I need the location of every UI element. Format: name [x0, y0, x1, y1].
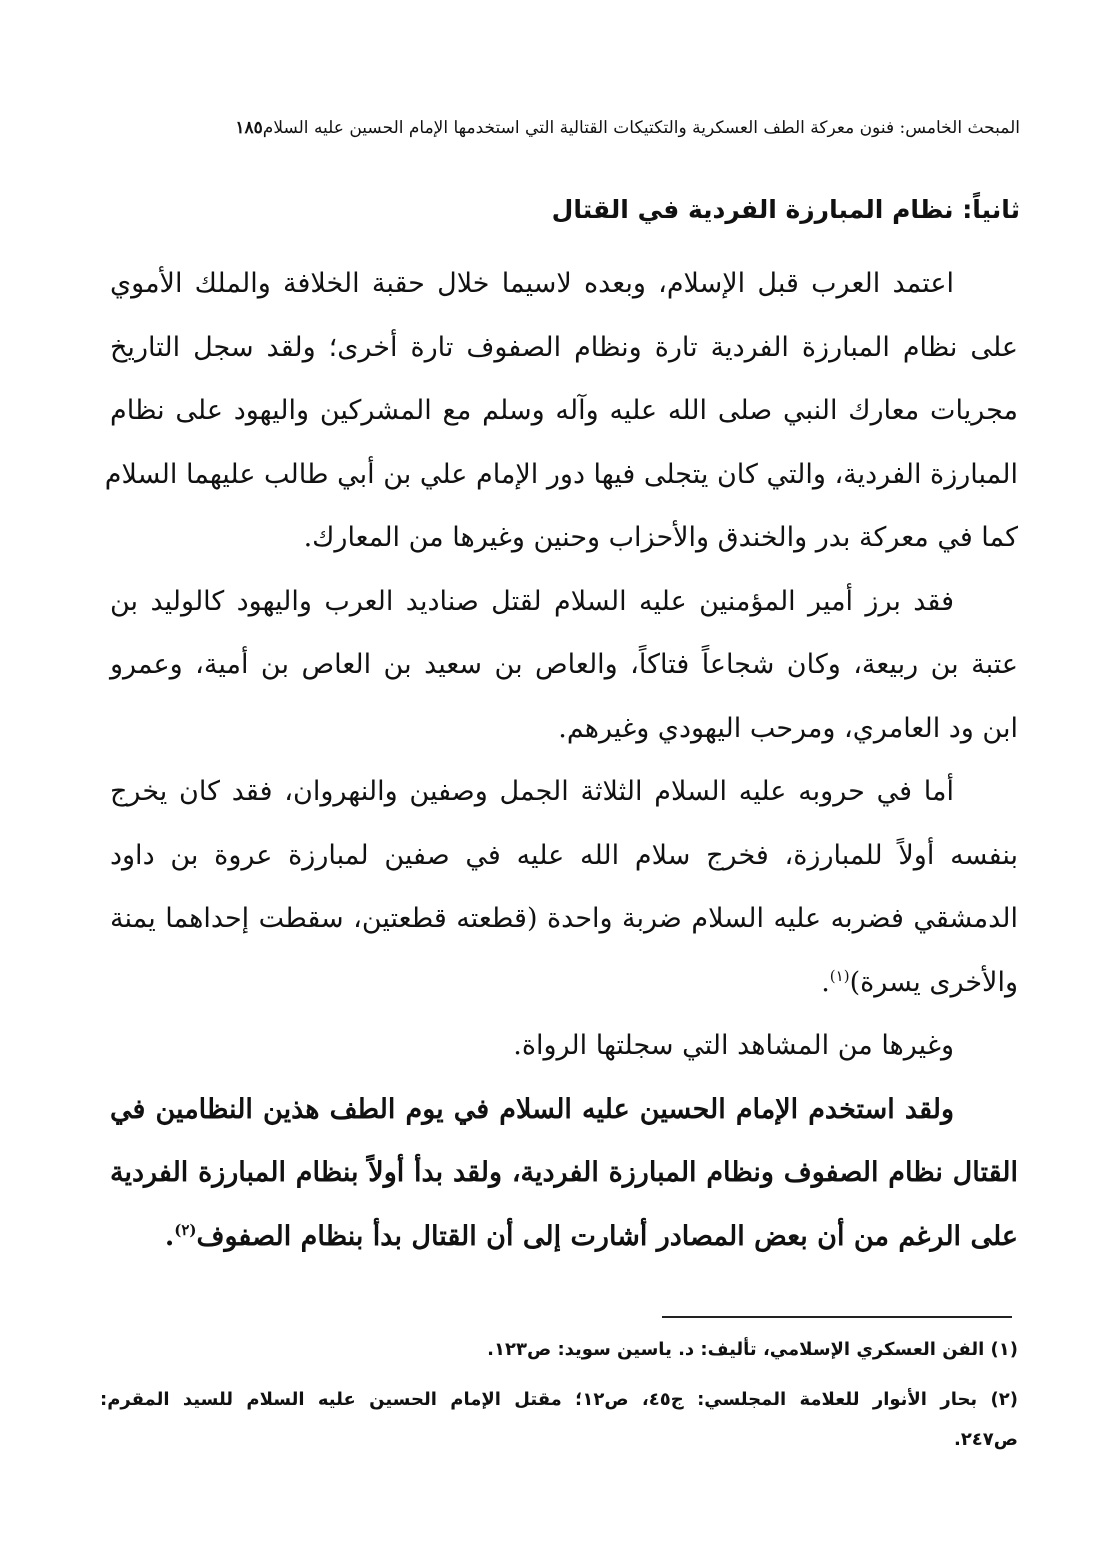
paragraph-3-end: . [821, 966, 830, 998]
paragraph-1-line-3: مجريات معارك النبي صلى الله عليه وآله وسلم مع المشركين واليهود على نظام [110, 395, 1018, 426]
footnote-2-line-2: ص٢٤٧. [953, 1429, 1018, 1450]
paragraph-3-line-2: بنفسه أولاً للمبارزة، فخرج سلام الله عليه في صفين لمبارزة عروة بن داود [110, 839, 1018, 871]
footnote-ref-2[interactable]: (٢) [174, 1220, 197, 1239]
page-number: ١٨٥ [235, 118, 263, 138]
paragraph-5-line-3 [110, 1205, 1018, 1269]
paragraph-1-line-2: على نظام المبارزة الفردية تارة ونظام الصفوف تارة أخرى؛ ولقد سجل التاريخ [110, 331, 1018, 363]
paragraph-3-line-4-text: والأخرى يسرة) [849, 966, 1018, 998]
header-rule [104, 148, 1020, 149]
body-text [104, 252, 1018, 1268]
paragraph-1-line-5: كما في معركة بدر والخندق والأحزاب وحنين وغيرها من المعارك. [303, 522, 1018, 553]
paragraph-5-line-2: القتال نظام الصفوف ونظام المبارزة الفردية، ولقد بدأ أولاً بنظام المبارزة الفردية [110, 1157, 1018, 1188]
paragraph-5-line-3-text: على الرغم من أن بعض المصادر أشارت إلى أن القتال بدأ بنظام الصفوف [196, 1220, 1018, 1252]
paragraph-5-end: . [164, 1220, 175, 1252]
footnote-2-line-1: (٢) بحار الأنوار للعلامة المجلسي: ج٤٥، ص١٢؛ مقتل الإمام الحسين عليه السلام للسيد المقرم: [100, 1389, 1018, 1410]
paragraph-2-line-2: عتبة بن ربيعة، وكان شجاعاً فتاكاً، والعاص بن سعيد بن العاص بن أمية، وعمرو [110, 649, 1018, 680]
running-header [104, 116, 1020, 140]
paragraph-2-line-1: فقد برز أمير المؤمنين عليه السلام لقتل صناديد العرب واليهود كالوليد بن [110, 585, 954, 617]
section-title: ثانياً: نظام المبارزة الفردية في القتال [551, 195, 1020, 224]
paragraph-2-line-3: ابن ود العامري، ومرحب اليهودي وغيرهم. [558, 712, 1018, 744]
paragraph-3-line-3: الدمشقي فضربه عليه السلام ضربة واحدة (قطعته قطعتين، سقطت إحداهما يمنة [110, 903, 1018, 934]
footnote-ref-1[interactable]: (١) [829, 966, 850, 985]
paragraph-3-line-4 [110, 951, 1018, 1015]
footnote-gap [100, 1370, 1018, 1380]
footnotes [100, 1330, 1018, 1460]
paragraph-5-line-1: ولقد استخدم الإمام الحسين عليه السلام في يوم الطف هذين النظامين في [110, 1093, 954, 1125]
paragraph-4-line-1: وغيرها من المشاهد التي سجلتها الرواة. [513, 1030, 954, 1061]
footnote-separator [662, 1316, 1012, 1318]
paragraph-1-line-1: اعتمد العرب قبل الإسلام، وبعده لاسيما خلال حقبة الخلافة والملك الأموي [110, 268, 954, 299]
running-header-title: المبحث الخامس: فنون معركة الطف العسكرية والتكتيكات القتالية التي استخدمها الإمام الحسين عليه السلام [262, 118, 1020, 138]
footnote-1: (١) الفن العسكري الإسلامي، تأليف: د. ياسين سويد: ص١٢٣. [487, 1339, 1018, 1360]
paragraph-3-line-1: أما في حروبه عليه السلام الثلاثة الجمل وصفين والنهروان، فقد كان يخرج [110, 776, 954, 807]
paragraph-1-line-4: المبارزة الفردية، والتي كان يتجلى فيها دور الإمام علي بن أبي طالب عليهما السلام [104, 458, 1018, 490]
